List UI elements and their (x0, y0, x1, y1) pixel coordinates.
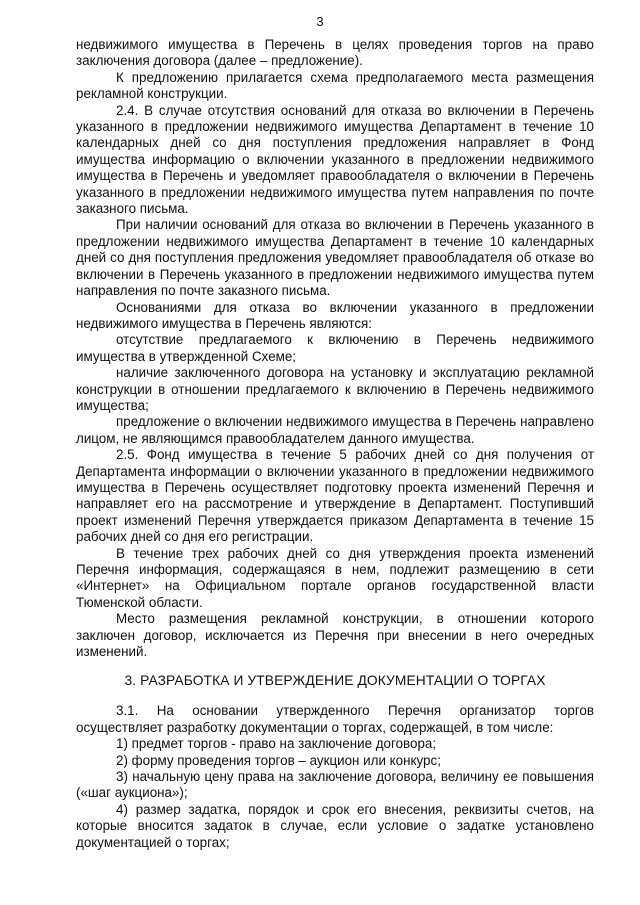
list-item-1: 1) предмет торгов - право на заключение договора; (116, 736, 437, 752)
paragraph-continuation: недвижимого имущества в Перечень в целях проведения торгов на право заключения договора (далее – предложение). (76, 37, 594, 69)
paragraph-2-4: 2.4. В случае отсутствия оснований для отказа во включении в Перечень указанного в предложении недвижимого имущества Департамент в течение 10 календарных дней со дня поступления предложения направляет в Фонд имущества информацию о включении указанного в предложении недвижимого имущества в Перечень и уведомляет правообладателя о включении в Перечень указанного в предложении недвижимого имущества путем направления по почте заказного письма. (76, 102, 594, 217)
paragraph-ground-1: отсутствие предлагаемого к включению в Перечень недвижимого имущества в утвержденной Схеме; (76, 332, 594, 364)
document-body (76, 37, 594, 851)
paragraph-refusal-grounds: Основаниями для отказа во включении указанного в предложении недвижимого имущества в Перечень являются: (76, 299, 594, 331)
paragraph-refusal-notice: При наличии оснований для отказа во включении в Перечень указанного в предложении недвижимого имущества Департамент в течение 10 календарных дней со дня поступления предложения уведомляет правообладателя об отказе во включении в Перечень указанного в предложении недвижимого имущества путем направления по почте заказного письма. (76, 217, 594, 299)
paragraph-exclusion: Место размещения рекламной конструкции, в отношении которого заключен договор, исключается из Перечня при внесении в него очередных изменений. (76, 611, 594, 660)
page-number: 3 (316, 14, 324, 29)
paragraph-ground-2: наличие заключенного договора на установку и эксплуатацию рекламной конструкции в отношении предлагаемого к включению в Перечень недвижимого имущества; (76, 365, 594, 413)
list-item-3: 3) начальную цену права на заключение договора, величину ее повышения («шаг аукциона»); (76, 769, 594, 801)
list-item-4: 4) размер задатка, порядок и срок его внесения, реквизиты счетов, на которые вносится задаток в случае, если условие о задатке установлено документацией о торгах; (76, 801, 594, 850)
section-heading: 3. РАЗРАБОТКА И УТВЕРЖДЕНИЕ ДОКУМЕНТАЦИИ О ТОРГАХ (124, 673, 546, 689)
paragraph-publication: В течение трех рабочих дней со дня утверждения проекта изменений Перечня информация, содержащаяся в нем, подлежит размещению в сети «Интернет» на Официальном портале органов государственной власти Тюменской области. (76, 545, 594, 610)
paragraph-3-1: 3.1. На основании утвержденного Перечня организатор торгов осуществляет разработку документации о торгах, содержащей, в том числе: (76, 703, 594, 735)
paragraph-ground-3: предложение о включении недвижимого имущества в Перечень направлено лицом, не являющимся правообладателем данного имущества. (76, 414, 594, 446)
paragraph-attachment-note: К предложению прилагается схема предполагаемого места размещения рекламной конструкции. (76, 69, 594, 102)
list-item-2: 2) форму проведения торгов – аукцион или конкурс; (116, 752, 441, 768)
paragraph-2-5: 2.5. Фонд имущества в течение 5 рабочих дней со дня получения от Департамента информации о включении указанного в предложении недвижимого имущества в Перечень осуществляет подготовку проекта изменений Перечня и направляет его на рассмотрение и утверждение в Департамент. Поступивший проект изменений Перечня утверждается приказом Департамента в течение 15 рабочих дней со дня его регистрации. (76, 447, 594, 545)
